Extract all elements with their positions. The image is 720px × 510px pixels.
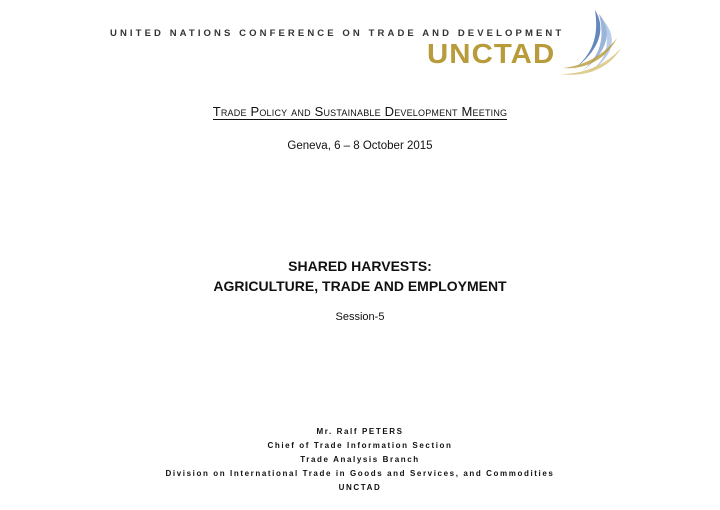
speaker-name: Mr. Ralf PETERS <box>316 427 404 436</box>
presentation-title-line1: SHARED HARVESTS: <box>288 258 432 274</box>
presentation-title <box>0 256 720 296</box>
presentation-title-line2: AGRICULTURE, TRADE AND EMPLOYMENT <box>213 278 507 294</box>
speaker-organization: UNCTAD <box>338 483 382 492</box>
organization-header: UNITED NATIONS CONFERENCE ON TRADE AND DEVELOPMENT <box>110 28 565 39</box>
meeting-dates: Geneva, 6 – 8 October 2015 <box>287 140 433 152</box>
meeting-title <box>0 104 720 120</box>
meeting-title-text: Trade Policy and Sustainable Development Meeting <box>212 104 508 119</box>
logo-text: UNCTAD <box>427 38 556 69</box>
speaker-branch: Trade Analysis Branch <box>300 455 420 464</box>
laurel-icon <box>543 8 623 78</box>
session-label: Session-5 <box>335 311 385 323</box>
speaker-position: Chief of Trade Information Section <box>267 441 453 450</box>
speaker-division: Division on International Trade in Goods and Services, and Commodities <box>165 469 555 478</box>
speaker-block <box>0 425 720 495</box>
unctad-logo <box>425 8 625 78</box>
